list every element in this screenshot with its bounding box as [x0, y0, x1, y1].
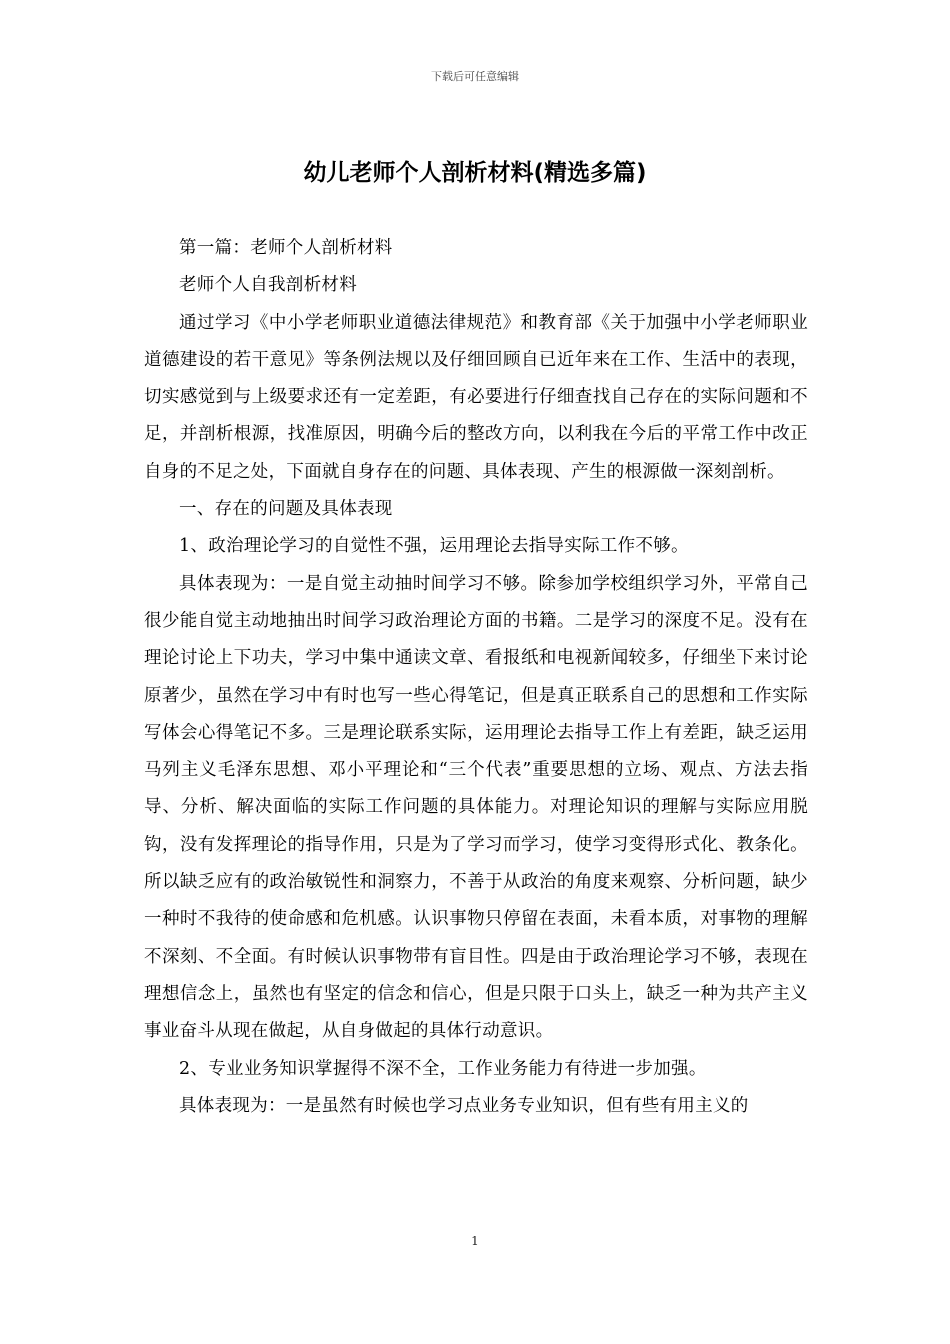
document-body [144, 230, 808, 1125]
page-number: 1 [471, 1234, 479, 1248]
paragraph-item-1-detail: 具体表现为：一是自觉主动抽时间学习不够。除参加学校组织学习外，平常自己很少能自觉主动地抽出时间学习政治理论方面的书籍。二是学习的深度不足。没有在理论讨论上下功夫，学习中集中通读文章、看报纸和电视新闻较多，仔细坐下来讨论原著少，虽然在学习中有时也写一些心得笔记，但是真正联系自己的思想和工作实际写体会心得笔记不多。三是理论联系实际，运用理论去指导工作上有差距，缺乏运用马列主义毛泽东思想、邓小平理论和“三个代表”重要思想的立场、观点、方法去指导、分析、解决面临的实际工作问题的具体能力。对理论知识的理解与实际应用脱钩，没有发挥理论的指导作用，只是为了学习而学习，使学习变得形式化、教条化。所以缺乏应有的政治敏锐性和洞察力，不善于从政治的角度来观察、分析问题，缺少一种时不我待的使命感和危机感。认识事物只停留在表面，未看本质，对事物的理解不深刻、不全面。有时候认识事物带有盲目性。四是由于政治理论学习不够，表现在理想信念上，虽然也有坚定的信念和信心，但是只限于口头上，缺乏一种为共产主义事业奋斗从现在做起，从自身做起的具体行动意识。 [144, 573, 808, 1042]
header-note: 下载后可任意编辑 [431, 70, 519, 83]
paragraph-item-2: 2、专业业务知识掌握得不深不全，工作业务能力有待进一步加强。 [179, 1058, 707, 1079]
paragraph-section-heading: 第一篇：老师个人剖析材料 [179, 238, 393, 258]
paragraph-item-2-detail: 具体表现为：一是虽然有时候也学习点业务专业知识，但有些有用主义的 [179, 1095, 749, 1116]
paragraph-item-1: 1、政治理论学习的自觉性不强，运用理论去指导实际工作不够。 [179, 536, 689, 557]
paragraph-intro: 通过学习《中小学老师职业道德法律规范》和教育部《关于加强中小学老师职业道德建设的若干意见》等条例法规以及仔细回顾自已近年来在工作、生活中的表现，切实感觉到与上级要求还有一定差距，有必要进行仔细查找自己存在的实际问题和不足，并剖析根源，找准原因，明确今后的整改方向，以利我在今后的平常工作中改正自身的不足之处，下面就自身存在的问题、具体表现、产生的根源做一深刻剖析。 [144, 312, 808, 482]
document-title: 幼儿老师个人剖析材料(精选多篇) [303, 160, 647, 186]
paragraph-heading-problems: 一、存在的问题及具体表现 [179, 499, 393, 520]
paragraph-subtitle: 老师个人自我剖析材料 [179, 275, 357, 296]
